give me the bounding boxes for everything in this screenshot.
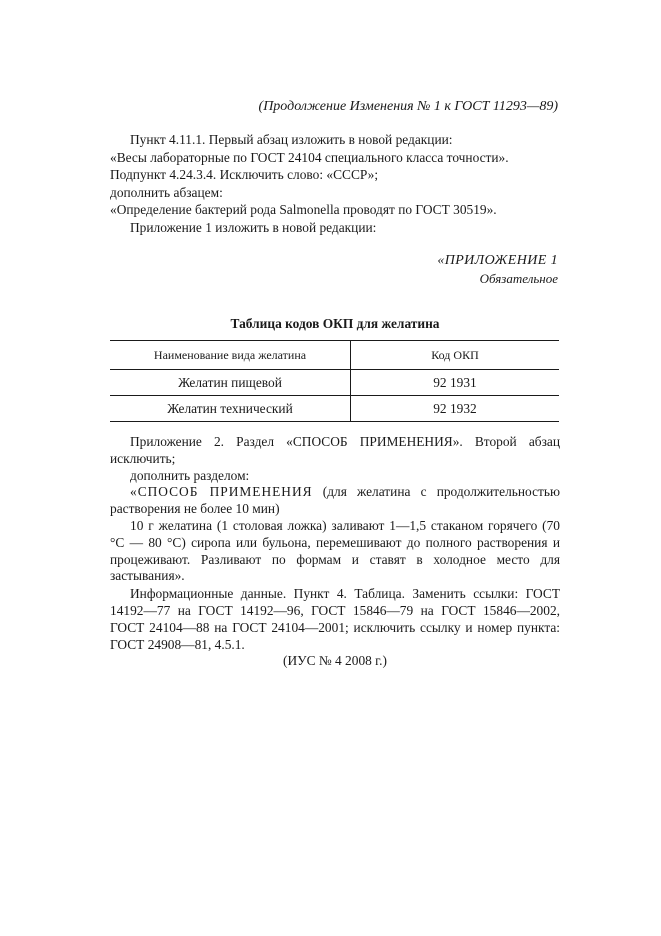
table-cell-name: Желатин технический — [110, 396, 351, 422]
column-header-code: Код ОКП — [351, 341, 560, 370]
amendment-line: Подпункт 4.24.3.4. Исключить слово: «СССР»; — [110, 167, 379, 183]
table-title: Таблица кодов ОКП для желатина — [230, 316, 440, 331]
appendix-title: «ПРИЛОЖЕНИЕ 1 — [437, 253, 558, 268]
section-title: «СПОСОБ ПРИМЕНЕНИЯ — [130, 484, 313, 500]
okp-codes-table — [110, 340, 559, 422]
table-header-row — [110, 341, 559, 370]
table-cell-name: Желатин пищевой — [110, 370, 351, 396]
table-row — [110, 370, 559, 396]
amendment-line: «Определение бактерий рода Salmonella проводят по ГОСТ 30519». — [110, 202, 497, 218]
table-row — [110, 396, 559, 422]
table-cell-code: 92 1932 — [351, 396, 560, 422]
amendment-line: Приложение 1 изложить в новой редакции: — [130, 219, 377, 235]
continuation-header: (Продолжение Изменения № 1 к ГОСТ 11293—89) — [258, 99, 558, 114]
column-header-name: Наименование вида желатина — [110, 341, 351, 370]
instruction-paragraph: 10 г желатина (1 столовая ложка) заливают 1—1,5 стаканом горячего (70 °С — 80 °С) сиропа или бульона, перемешивают до полного растворения и процеживают. Разливают по формам и ставят в холодное место для застывания». — [110, 517, 560, 584]
amendment-line: Пункт 4.11.1. Первый абзац изложить в новой редакции: — [130, 132, 453, 147]
amendment-line: «Весы лабораторные по ГОСТ 24104 специального класса точности». — [110, 149, 509, 165]
appendix-status: Обязательное — [479, 271, 558, 286]
source-footer: (ИУС № 4 2008 г.) — [283, 653, 387, 668]
amendment-line: дополнить абзацем: — [110, 184, 223, 200]
section-subtitle: (для желатина с продолжительностью растворения не более 10 мин) — [110, 484, 560, 517]
appendix2-add: дополнить разделом: — [130, 467, 250, 483]
table-cell-code: 92 1931 — [351, 370, 560, 396]
appendix2-intro: Приложение 2. Раздел «СПОСОБ ПРИМЕНЕНИЯ». Второй абзац исключить; — [110, 434, 560, 466]
appendix2-block — [110, 434, 560, 653]
amendment-block — [110, 131, 560, 237]
section-heading-paragraph — [110, 484, 560, 518]
info-paragraph: Информационные данные. Пункт 4. Таблица. Заменить ссылки: ГОСТ 14192—77 на ГОСТ 14192—96, ГОСТ 15846—79 на ГОСТ 15846—2002, ГОСТ 24104—88 на ГОСТ 24104—2001; исключить ссылку и номер пункта: ГОСТ 24908—81, 4.5.1. — [110, 586, 560, 652]
